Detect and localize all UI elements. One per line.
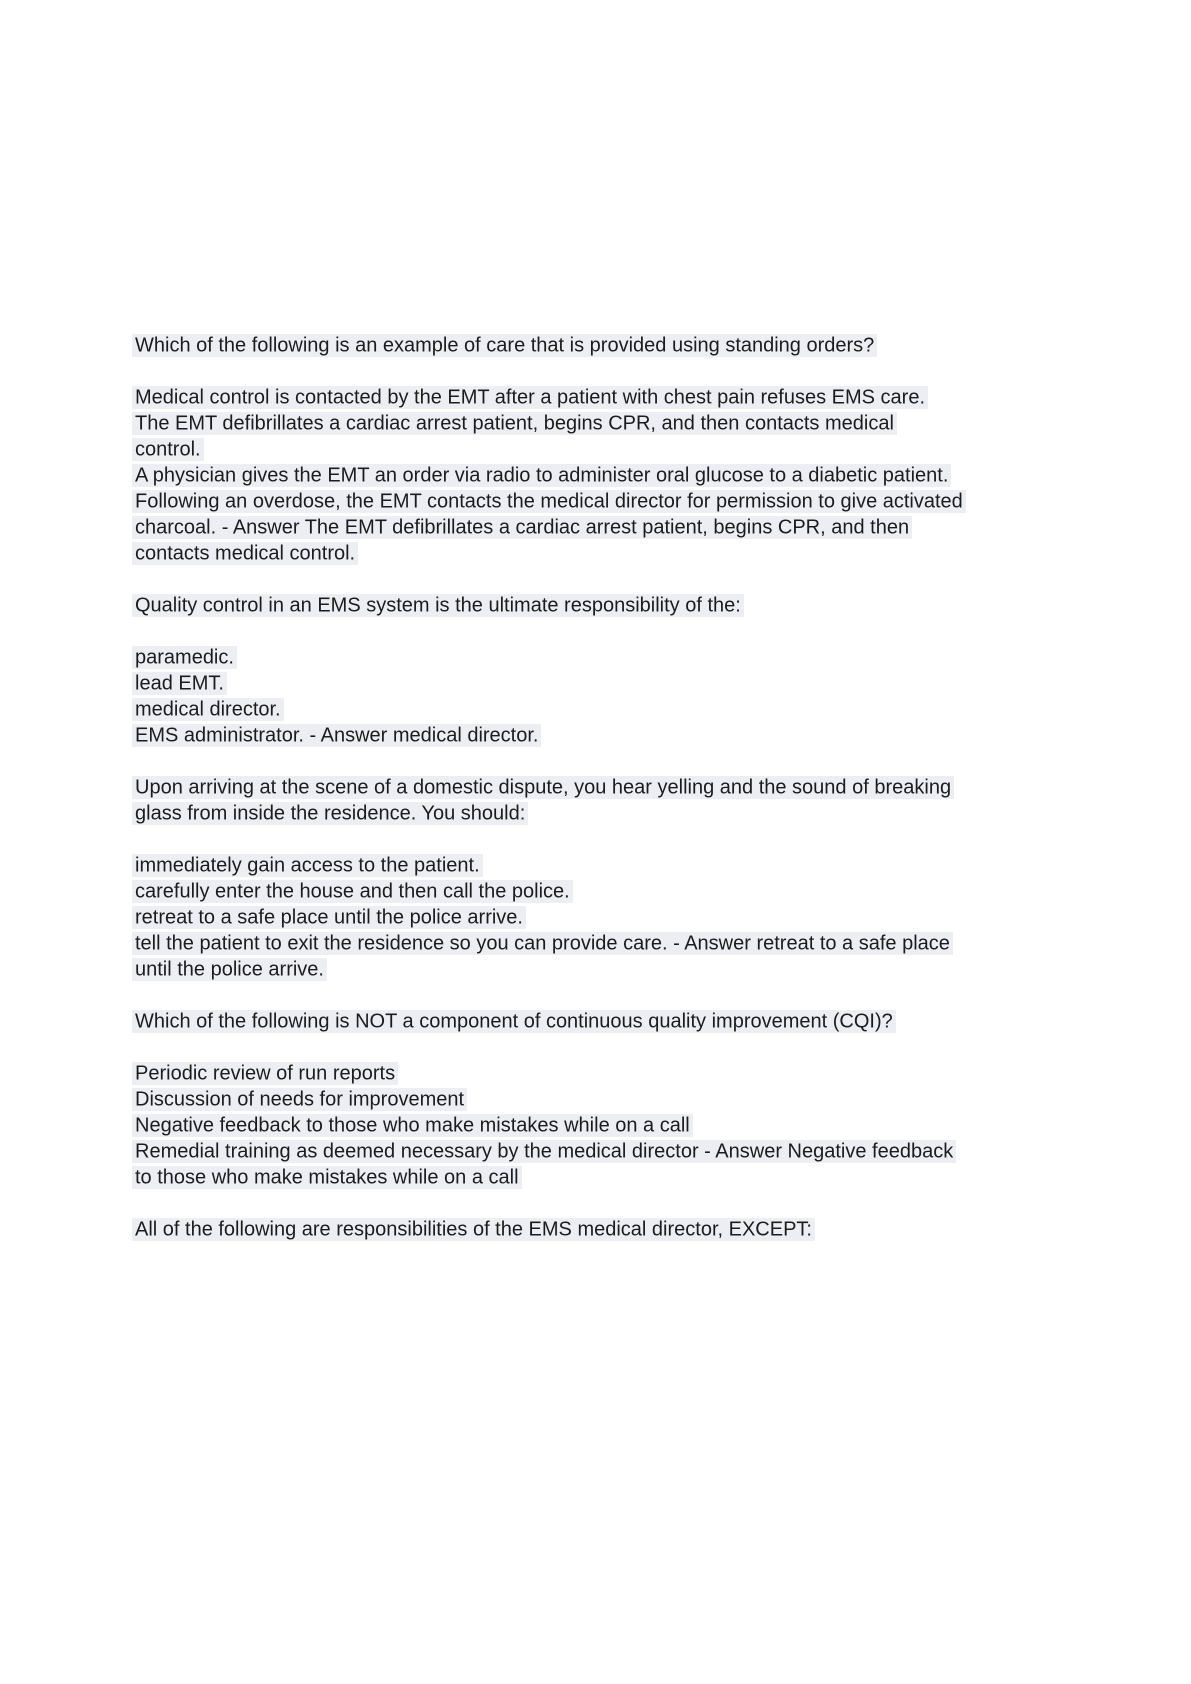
- highlighted-text: lead EMT.: [132, 672, 227, 695]
- highlighted-text: EMS administrator. - Answer medical director.: [132, 724, 541, 747]
- text-line: [135, 1008, 965, 1034]
- options-block: [135, 1060, 965, 1190]
- text-line: [135, 904, 965, 930]
- text-line: [135, 332, 965, 358]
- text-line: [135, 592, 965, 618]
- options-block: [135, 384, 965, 566]
- text-line: [135, 1138, 965, 1190]
- highlighted-text: Negative feedback to those who make mistakes while on a call: [132, 1114, 693, 1137]
- highlighted-text: Following an overdose, the EMT contacts the medical director for permission to give activated charcoal. - Answer The EMT defibrillates a cardiac arrest patient, begins CPR, and then contacts medical control.: [132, 490, 966, 565]
- highlighted-text: Medical control is contacted by the EMT after a patient with chest pain refuses EMS care.: [132, 386, 928, 409]
- text-line: [135, 774, 965, 826]
- highlighted-text: paramedic.: [132, 646, 237, 669]
- text-line: [135, 644, 965, 670]
- text-line: [135, 852, 965, 878]
- highlighted-text: carefully enter the house and then call the police.: [132, 880, 573, 903]
- question-block: [135, 774, 965, 826]
- highlighted-text: The EMT defibrillates a cardiac arrest patient, begins CPR, and then contacts medical control.: [132, 412, 897, 461]
- highlighted-text: Remedial training as deemed necessary by the medical director - Answer Negative feedback to those who make mistakes while on a call: [132, 1140, 956, 1189]
- highlighted-text: A physician gives the EMT an order via radio to administer oral glucose to a diabetic patient.: [132, 464, 951, 487]
- text-line: [135, 878, 965, 904]
- highlighted-text: immediately gain access to the patient.: [132, 854, 483, 877]
- question-block: [135, 332, 965, 358]
- highlighted-text: Which of the following is an example of care that is provided using standing orders?: [132, 334, 877, 357]
- highlighted-text: retreat to a safe place until the police arrive.: [132, 906, 526, 929]
- highlighted-text: medical director.: [132, 698, 284, 721]
- text-line: [135, 488, 965, 566]
- question-block: [135, 1216, 965, 1242]
- highlighted-text: Periodic review of run reports: [132, 1062, 398, 1085]
- highlighted-text: Upon arriving at the scene of a domestic dispute, you hear yelling and the sound of breaking glass from inside the residence. You should:: [132, 776, 954, 825]
- text-line: [135, 1112, 965, 1138]
- highlighted-text: Discussion of needs for improvement: [132, 1088, 467, 1111]
- text-line: [135, 1060, 965, 1086]
- highlighted-text: All of the following are responsibilities of the EMS medical director, EXCEPT:: [132, 1218, 815, 1241]
- text-line: [135, 384, 965, 410]
- highlighted-text: Which of the following is NOT a component of continuous quality improvement (CQI)?: [132, 1010, 896, 1033]
- text-line: [135, 722, 965, 748]
- highlighted-text: Quality control in an EMS system is the ultimate responsibility of the:: [132, 594, 744, 617]
- text-line: [135, 410, 965, 462]
- question-block: [135, 1008, 965, 1034]
- text-line: [135, 930, 965, 982]
- text-line: [135, 696, 965, 722]
- text-line: [135, 462, 965, 488]
- text-line: [135, 1216, 965, 1242]
- question-block: [135, 592, 965, 618]
- text-line: [135, 670, 965, 696]
- options-block: [135, 644, 965, 748]
- options-block: [135, 852, 965, 982]
- text-line: [135, 1086, 965, 1112]
- highlighted-text: tell the patient to exit the residence so you can provide care. - Answer retreat to a safe place until the police arrive.: [132, 932, 953, 981]
